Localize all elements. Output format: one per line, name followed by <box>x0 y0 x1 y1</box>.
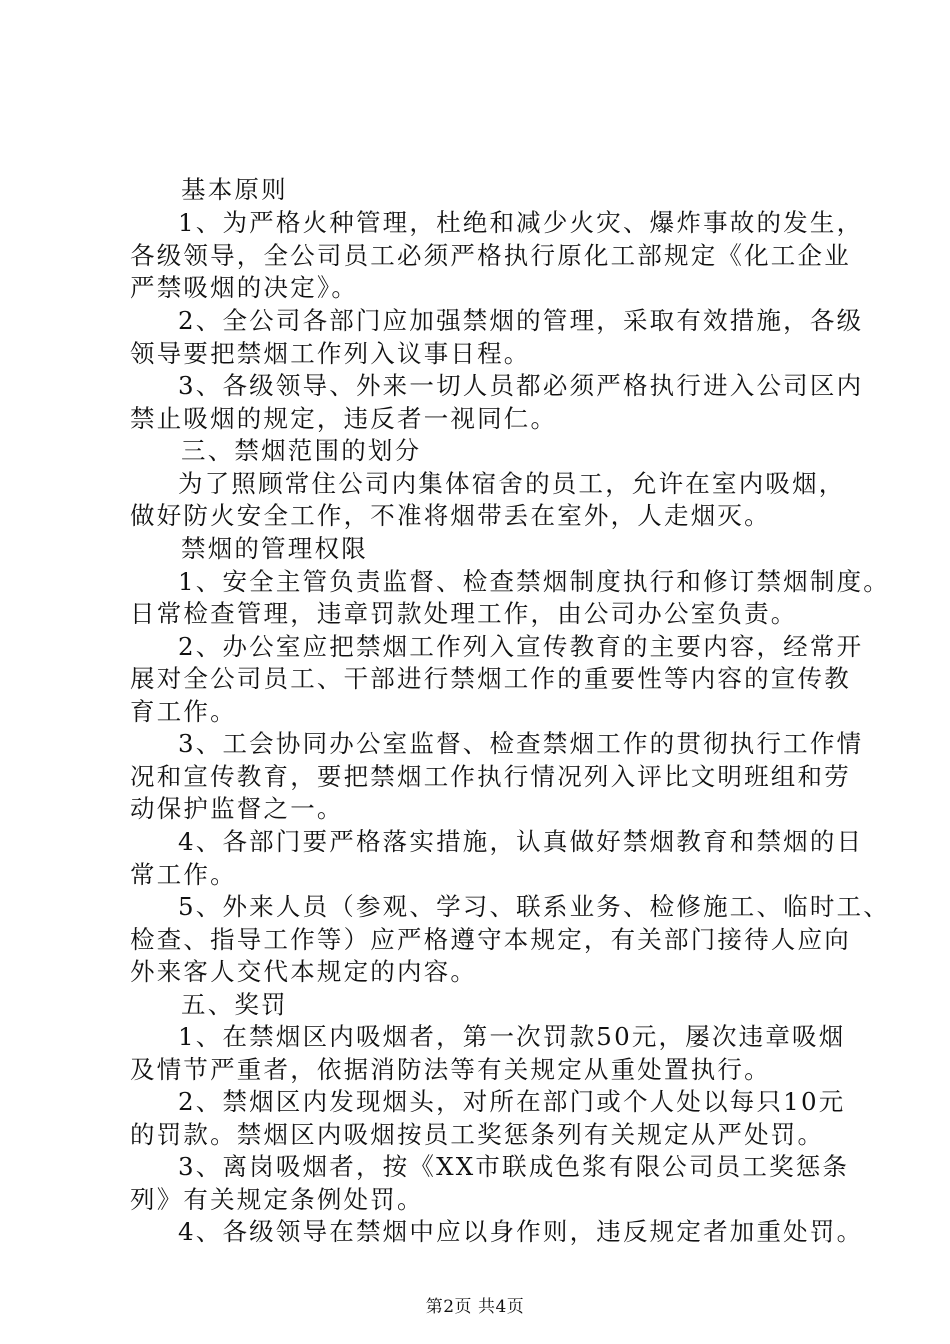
heading-management-authority: 禁烟的管理权限 <box>181 534 368 563</box>
paragraph-line: 各级领导，全公司员工必须严格执行原化工部规定《化工企业 <box>130 241 851 270</box>
paragraph-line: 领导要把禁烟工作列入议事日程。 <box>130 339 531 368</box>
paragraph-line: 1、安全主管负责监督、检查禁烟制度执行和修订禁烟制度。 <box>178 567 890 596</box>
paragraph-line: 检查、指导工作等）应严格遵守本规定，有关部门接待人应向 <box>130 925 851 954</box>
paragraph-line: 4、各级领导在禁烟中应以身作则，违反规定者加重处罚。 <box>178 1217 864 1246</box>
paragraph-line: 3、各级领导、外来一切人员都必须严格执行进入公司区内 <box>178 371 864 400</box>
paragraph-line: 2、办公室应把禁烟工作列入宣传教育的主要内容，经常开 <box>178 632 864 661</box>
heading-smoking-area: 三、禁烟范围的划分 <box>181 436 422 465</box>
paragraph-line: 1、在禁烟区内吸烟者，第一次罚款50元，屡次违章吸烟 <box>178 1022 846 1051</box>
paragraph-line: 的罚款。禁烟区内吸烟按员工奖惩条列有关规定从严处罚。 <box>130 1120 825 1149</box>
paragraph-line: 常工作。 <box>130 860 237 889</box>
paragraph-line: 严禁吸烟的决定》。 <box>130 273 359 302</box>
paragraph-line: 列》有关规定条例处罚。 <box>130 1185 424 1214</box>
paragraph-line: 禁止吸烟的规定，违反者一视同仁。 <box>130 404 558 433</box>
paragraph-line: 5、外来人员（参观、学习、联系业务、检修施工、临时工、 <box>178 892 890 921</box>
heading-basic-principles: 基本原则 <box>181 175 288 204</box>
paragraph-line: 3、离岗吸烟者，按《XX市联成色浆有限公司员工奖惩条 <box>178 1152 850 1181</box>
paragraph-line: 3、工会协同办公室监督、检查禁烟工作的贯彻执行工作情 <box>178 729 864 758</box>
paragraph-line: 做好防火安全工作，不准将烟带丢在室外，人走烟灭。 <box>130 501 771 530</box>
paragraph-line: 动保护监督之一。 <box>130 794 344 823</box>
paragraph-line: 2、禁烟区内发现烟头，对所在部门或个人处以每只10元 <box>178 1087 846 1116</box>
paragraph-line: 外来客人交代本规定的内容。 <box>130 957 478 986</box>
paragraph-line: 2、全公司各部门应加强禁烟的管理，采取有效措施，各级 <box>178 306 864 335</box>
paragraph-line: 1、为严格火种管理，杜绝和减少火灾、爆炸事故的发生， <box>178 208 864 237</box>
paragraph-line: 4、各部门要严格落实措施，认真做好禁烟教育和禁烟的日 <box>178 827 864 856</box>
paragraph-line: 及情节严重者，依据消防法等有关规定从重处置执行。 <box>130 1055 771 1084</box>
paragraph-line: 为了照顾常住公司内集体宿舍的员工，允许在室内吸烟， <box>178 469 846 498</box>
page-number-footer: 第2页 共4页 <box>425 1297 525 1317</box>
paragraph-line: 育工作。 <box>130 697 237 726</box>
paragraph-line: 况和宣传教育，要把禁烟工作执行情况列入评比文明班组和劳 <box>130 762 851 791</box>
paragraph-line: 展对全公司员工、干部进行禁烟工作的重要性等内容的宣传教 <box>130 664 851 693</box>
paragraph-line: 日常检查管理，违章罚款处理工作，由公司办公室负责。 <box>130 599 798 628</box>
heading-rewards-penalties: 五、奖罚 <box>181 990 288 1019</box>
